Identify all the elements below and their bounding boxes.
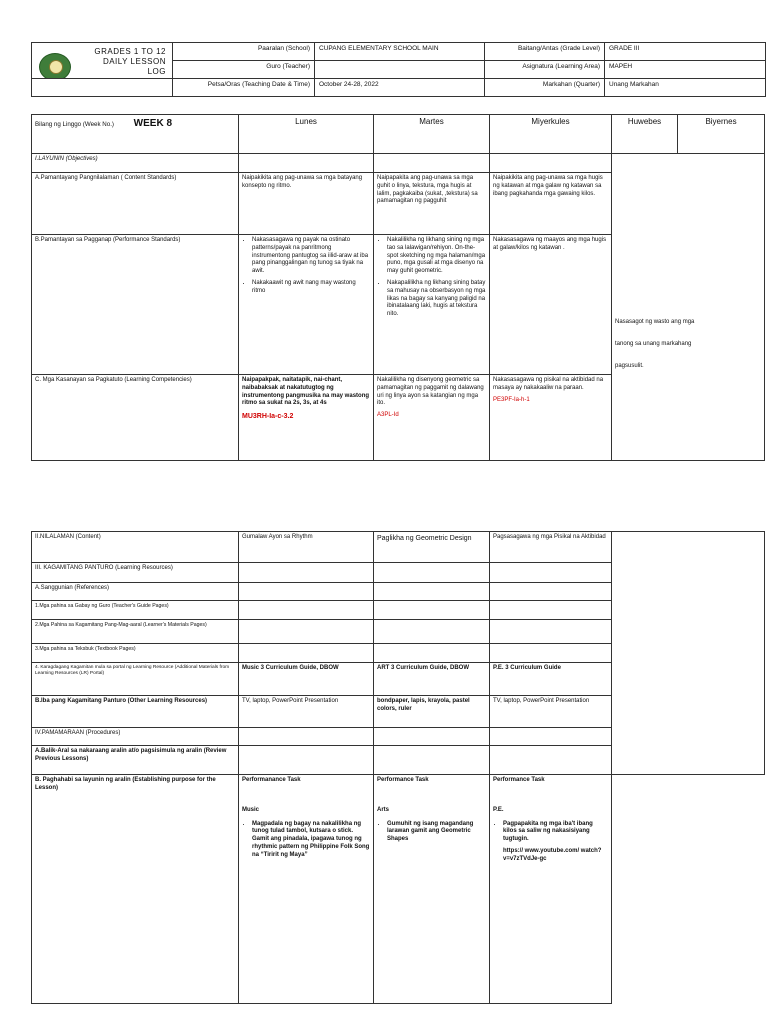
- quarter-label: Markahan (Quarter): [485, 79, 605, 97]
- content-label: II.NILALAMAN (Content): [32, 532, 239, 563]
- teacher-label: Guro (Teacher): [173, 61, 315, 79]
- additional-materials-label: 4. Karagdagang Kagamitan mula sa portal ng Learning Resource (Additional Materials from Learning Resources (LR) Portal): [32, 663, 239, 696]
- school-label: Paaralan (School): [173, 43, 315, 61]
- subject-label: Asignatura (Learning Area): [485, 61, 605, 79]
- textbook-pages-label: 3.Mga pahina sa Teksbuk (Textbook Pages): [32, 644, 239, 663]
- content-procedures-table: [31, 531, 765, 1004]
- purpose-miyerkules: Performance Task P.E. • Pagpapakita ng mga iba't ibang kilos sa saliw ng nakasisiyang tugtugin. https:// www.youtube.com/ watch?v=v7zTVdJe-gc: [490, 775, 612, 1004]
- content-miyerkules: Pagsasagawa ng mga Pisikal na Aktibidad: [490, 532, 612, 563]
- competencies-label: C. Mga Kasanayan sa Pagkatuto (Learning Competencies): [32, 375, 239, 461]
- subject-value: MAPEH: [605, 61, 766, 79]
- youtube-link[interactable]: https:// www.youtube.com/ watch?v=v7zTVdJe-gc: [503, 847, 602, 862]
- other-resources-label: B.Iba pang Kagamitang Panturo (Other Learning Resources): [32, 696, 239, 728]
- logo-cell: [32, 43, 173, 79]
- quarter-value: Unang Markahan: [605, 79, 766, 97]
- content-lunes: Gumalaw Ayon sa Rhythm: [239, 532, 374, 563]
- purpose-martes: Performance Task Arts • Gumuhit ng isang magandang larawan gamit ang Geometric Shapes: [374, 775, 490, 1004]
- performance-standards-martes: • Nakalilikha ng likhang sining ng mga tao sa lalawigan/rehiyon. On-the-spot sketching ng mga halaman/mga puno, mga gusali at mga disenyo na may guhit geometric. • Nakapalilikha ng likhang sining batay sa mahusay na obserbasyon ng mga likas na bagay sa kanyang paligid na ibinatalaang laki, hugis at tekstura nito.: [374, 235, 490, 375]
- content-standards-martes: Naipapakita ang pag-unawa sa mga guhit o linya, tekstura, mga hugis at lalim, pagkakaiba (sukat, ,tekstura) sa pamamagitan ng pagguhit: [374, 173, 490, 235]
- week-cell: [32, 115, 239, 154]
- content-martes: Paglikha ng Geometric Design: [374, 532, 490, 563]
- competencies-lunes: Naipapakpak, naitatapik, nai-chant, naibabaksak at nakatutugtog ng instrumentong pangmusika na may wastong ritmo sa sukat na 2s, 3s, at 4s MU3RH-Ia-c-3.2: [239, 375, 374, 461]
- resources-heading: III. KAGAMITANG PANTURO (Learning Resources): [32, 563, 239, 583]
- week-value: WEEK 8: [133, 118, 173, 129]
- grade-value: GRADE III: [605, 43, 766, 61]
- competency-code-lunes: MU3RH-Ia-c-3.2: [242, 413, 294, 421]
- other-resources-lunes: TV, laptop, PowerPoint Presentation: [239, 696, 374, 728]
- day-header-huwebes: Huwebes: [612, 115, 678, 154]
- additional-miyerkules: P.E. 3 Curriculum Guide: [490, 663, 612, 696]
- objectives-table: [31, 114, 765, 461]
- additional-martes: ART 3 Curriculum Guide, DBOW: [374, 663, 490, 696]
- performance-standards-miyerkules: Nakasasagawa ng maayos ang mga hugis at galaw/kilos ng katawan .: [490, 235, 612, 375]
- competency-code-martes: A3PL-Id: [377, 412, 399, 419]
- school-value: CUPANG ELEMENTARY SCHOOL MAIN: [315, 43, 485, 61]
- date-label: Petsa/Oras (Teaching Date & Time): [173, 79, 315, 97]
- competencies-miyerkules: Nakasasagawa ng pisikal na aktibidad na masaya ay nakakaaliw na paraan. PE3PF-Ia-h-1: [490, 375, 612, 461]
- purpose-label: B. Paghahabi sa layunin ng aralin (Establishing purpose for the Lesson): [32, 775, 239, 1004]
- references-heading: A.Sanggunian (References): [32, 583, 239, 601]
- content-standards-lunes: Naipakikita ang pag-unawa sa mga batayang konsepto ng ritmo.: [239, 173, 374, 235]
- huwebes-biyernes-cell: Nasasagot ng wasto ang mga tanong sa unang markahang pagsusulit.: [612, 154, 765, 461]
- procedures-heading: IV.PAMAMARAAN (Procedures): [32, 728, 239, 746]
- day-header-martes: Martes: [374, 115, 490, 154]
- objectives-heading: I.LAYUNIN (Objectives): [32, 154, 239, 173]
- other-resources-miyerkules: TV, laptop, PowerPoint Presentation: [490, 696, 612, 728]
- huwebes-biyernes-blank: [612, 532, 765, 775]
- performance-standards-lunes: • Nakasasagawa ng payak na ostinato patterns/payak na panritmong instrumentong pantugtog sa iilid-araw at iba pang pinanggalingan ng tunog sa tiyak na awit. • Nakakaawit ng awit nang may wastong ritmo: [239, 235, 374, 375]
- additional-lunes: Music 3 Curriculum Guide, DBOW: [239, 663, 374, 696]
- day-header-biyernes: Biyernes: [678, 115, 765, 154]
- lm-pages-label: 2.Mga Pahina sa Kagamitang Pang-Mag-aaral (Learner's Materials Pages): [32, 620, 239, 644]
- grade-label: Baitang/Antas (Grade Level): [485, 43, 605, 61]
- day-header-lunes: Lunes: [239, 115, 374, 154]
- day-header-miyerkules: Miyerkules: [490, 115, 612, 154]
- program-title: GRADES 1 TO 12 DAILY LESSON LOG: [94, 47, 166, 76]
- header-table: [31, 42, 766, 97]
- teacher-value: [315, 61, 485, 79]
- review-label: A.Balik-Aral sa nakaraang aralin at/o pagsisimula ng aralin (Review Previous Lessons): [32, 746, 239, 775]
- competencies-martes: Nakalilikha ng disenyong geometric sa pamamagitan ng paggamit ng dalawang uri ng linya ayon sa katangian ng mga ito. A3PL-Id: [374, 375, 490, 461]
- tg-pages-label: 1.Mga pahina sa Gabay ng Guro (Teacher's Guide Pages): [32, 601, 239, 620]
- competency-code-miyerkules: PE3PF-Ia-h-1: [493, 396, 530, 403]
- logo-cell-bottom: [32, 79, 173, 97]
- content-standards-miyerkules: Naipakikita ang pag-unawa sa mga hugis ng katawan at mga galaw ng katawan sa ibang pagkahanda mga gawaing kilos.: [490, 173, 612, 235]
- date-value: October 24-28, 2022: [315, 79, 485, 97]
- week-label: Bilang ng Linggo (Week No.): [35, 121, 114, 128]
- other-resources-martes: bondpaper, lapis, krayola, pastel colors, ruler: [374, 696, 490, 728]
- purpose-lunes: Performanance Task Music • Magpadala ng bagay na nakalilikha ng tunog tulad tambol, kutsara o stick. Gamit ang pinadala, ipagawa tunog ng rhythmic pattern ng Philippine Folk Song na “Tiririt ng Maya”: [239, 775, 374, 1004]
- content-standards-label: A.Pamantayang Pangnilalaman ( Content Standards): [32, 173, 239, 235]
- performance-standards-label: B.Pamantayan sa Pagganap (Performance Standards): [32, 235, 239, 375]
